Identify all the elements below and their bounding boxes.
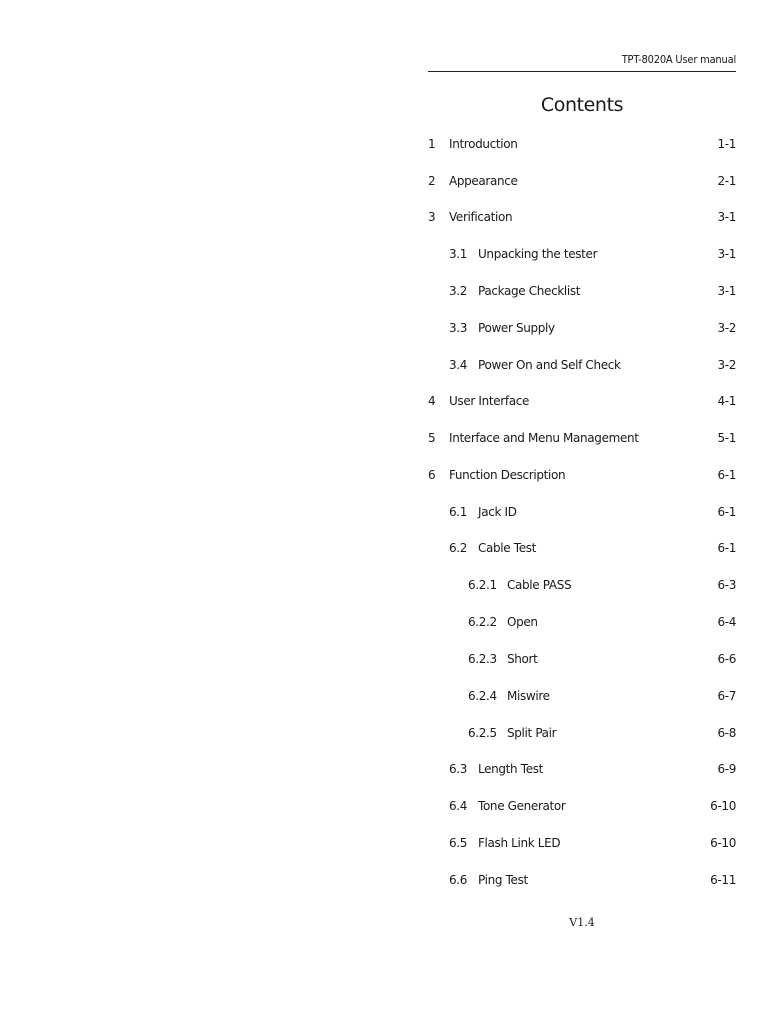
toc-entry: [449, 834, 736, 852]
toc-entry-number: 6.3: [449, 762, 468, 776]
toc-entry-number: 2: [428, 174, 436, 188]
toc-entry-page: 6-9: [717, 762, 736, 776]
toc-entry-page: 6-4: [717, 615, 736, 629]
toc-entry-number: 6.2.1: [468, 578, 497, 592]
toc-entry-label: Package Checklist: [478, 284, 581, 298]
toc-entry-page: 3-1: [717, 247, 736, 261]
toc-entry-page: 3-2: [717, 321, 736, 335]
toc-entry: [449, 319, 736, 337]
toc-entry-label: Interface and Menu Management: [449, 431, 639, 445]
toc-entry: [449, 760, 736, 778]
toc-entry-label: Tone Generator: [478, 799, 566, 813]
toc-entry-label: Flash Link LED: [478, 836, 561, 850]
running-header: TPT-8020A User manual: [621, 53, 736, 66]
toc-entry-number: 6.2.2: [468, 615, 497, 629]
toc-entry-label: Power Supply: [478, 321, 555, 335]
toc-entry-page: 6-6: [717, 652, 736, 666]
header-rule: [428, 71, 736, 72]
toc-entry-page: 6-8: [717, 726, 736, 740]
toc-entry: [449, 871, 736, 889]
toc-entry-page: 6-1: [717, 468, 736, 482]
toc-entry: [449, 356, 736, 374]
toc-entry-number: 3.1: [449, 247, 468, 261]
toc-entry: [449, 797, 736, 815]
toc-entry-page: 6-10: [710, 836, 736, 850]
toc-entry: [449, 503, 736, 521]
toc-entry-page: 3-2: [717, 358, 736, 372]
toc-entry-page: 1-1: [717, 137, 736, 151]
toc-entry-label: Function Description: [449, 468, 566, 482]
toc-entry-label: Unpacking the tester: [478, 247, 598, 261]
toc-entry: [449, 245, 736, 263]
toc-entry-page: 3-1: [717, 210, 736, 224]
toc-entry-number: 6.5: [449, 836, 468, 850]
toc-entry: [428, 466, 736, 484]
toc-entry-label: Appearance: [449, 174, 518, 188]
toc-entry-label: Length Test: [478, 762, 543, 776]
toc-entry-number: 6.2.4: [468, 689, 497, 703]
toc-entry-number: 6.6: [449, 873, 468, 887]
toc-entry-number: 6.2: [449, 541, 468, 555]
toc-entry-label: Verification: [449, 210, 513, 224]
toc-entry-label: Split Pair: [507, 726, 557, 740]
toc-entry: [428, 392, 736, 410]
toc-entry: [468, 687, 736, 705]
toc-entry-page: 6-1: [717, 541, 736, 555]
toc-entry: [468, 724, 736, 742]
toc-entry-page: 6-11: [710, 873, 736, 887]
toc-entry: [428, 135, 736, 153]
toc-entry-label: Jack ID: [478, 505, 517, 519]
toc-entry-label: User Interface: [449, 394, 529, 408]
toc-entry-label: Short: [507, 652, 538, 666]
toc-entry-label: Ping Test: [478, 873, 528, 887]
toc-entry-number: 4: [428, 394, 436, 408]
toc-title: Contents: [540, 94, 624, 116]
toc-entry: [468, 576, 736, 594]
toc-entry: [468, 650, 736, 668]
toc-entry-number: 6.1: [449, 505, 468, 519]
toc-entry-label: Power On and Self Check: [478, 358, 621, 372]
toc-entry-number: 6: [428, 468, 436, 482]
toc-entry-page: 3-1: [717, 284, 736, 298]
toc-entry-label: Open: [507, 615, 538, 629]
toc-entry-label: Cable PASS: [507, 578, 572, 592]
toc-entry-label: Miswire: [507, 689, 550, 703]
toc-entry-number: 5: [428, 431, 436, 445]
version-footer: V1.4: [569, 916, 595, 929]
toc-entry-page: 6-3: [717, 578, 736, 592]
toc-entry-page: 5-1: [717, 431, 736, 445]
toc-entry: [449, 282, 736, 300]
toc-entry-label: Introduction: [449, 137, 518, 151]
toc-entry-number: 3: [428, 210, 436, 224]
toc-entry-number: 3.2: [449, 284, 468, 298]
toc-entry-page: 6-1: [717, 505, 736, 519]
toc-entry-page: 6-10: [710, 799, 736, 813]
toc-entry: [428, 208, 736, 226]
toc-entry: [428, 429, 736, 447]
toc-entry: [428, 172, 736, 190]
toc-entry-page: 6-7: [717, 689, 736, 703]
toc-entry-label: Cable Test: [478, 541, 537, 555]
toc-entry-number: 3.4: [449, 358, 468, 372]
toc-entry-page: 4-1: [717, 394, 736, 408]
toc-entry: [468, 613, 736, 631]
toc-entry-number: 1: [428, 137, 436, 151]
toc-entry-page: 2-1: [717, 174, 736, 188]
toc-entry: [449, 539, 736, 557]
toc-entry-number: 6.2.3: [468, 652, 497, 666]
toc-entry-number: 6.4: [449, 799, 468, 813]
toc-entry-number: 3.3: [449, 321, 468, 335]
toc-entry-number: 6.2.5: [468, 726, 497, 740]
